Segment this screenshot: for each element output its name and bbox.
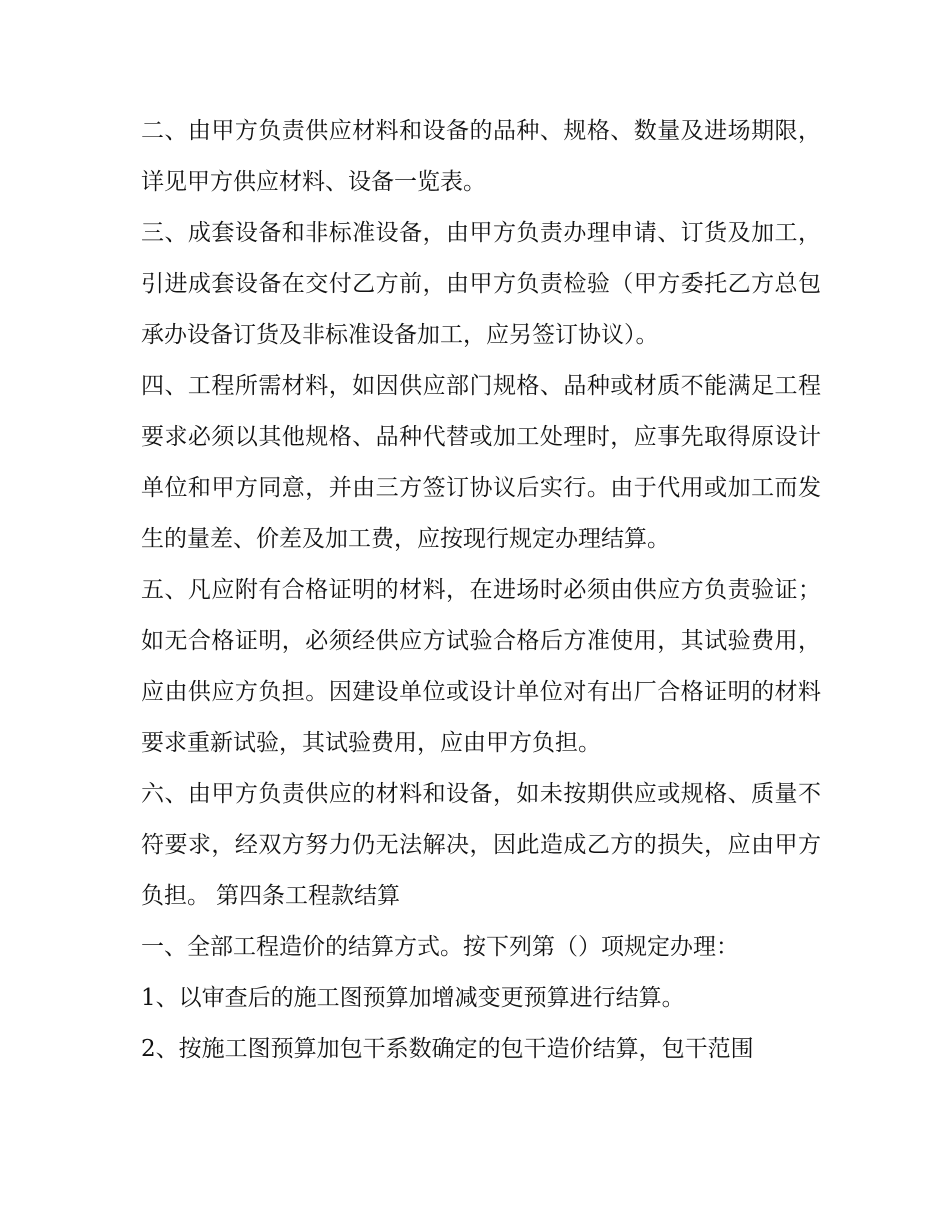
paragraph-text: 五、凡应附有合格证明的材料，在进场时必须由供应方负责验证；如无合格证明，必须经供应方试验合格后方准使用，其试验费用，应由供应方负担。因建设单位或设计单位对有出厂合格证明的材料要求重新试验，其试验费用，应由甲方负担。 (141, 577, 821, 756)
paragraph-text: 四、工程所需材料，如因供应部门规格、品种或材质不能满足工程要求必须以其他规格、品种代替或加工处理时，应事先取得原设计单位和甲方同意，并由三方签订协议后实行。由于代用或加工而发生的量差、价差及加工费，应按现行规定办理结算。 (141, 373, 821, 552)
paragraph-5-certification (141, 565, 821, 769)
paragraph-settlement-method (141, 922, 821, 973)
paragraph-text: 六、由甲方负责供应的材料和设备，如未按期供应或规格、质量不符要求，经双方努力仍无法解决，因此造成乙方的损失，应由甲方负担。 (141, 781, 821, 909)
paragraph-6-supply-delay (141, 769, 821, 922)
section-heading-article-4: 第四条工程款结算 (216, 883, 400, 909)
paragraph-text: 二、由甲方负责供应材料和设备的品种、规格、数量及进场期限，详见甲方供应材料、设备一览表。 (141, 118, 821, 195)
paragraph-2-material-supply (141, 106, 821, 208)
paragraph-3-equipment (141, 208, 821, 361)
paragraph-text: 2、按施工图预算加包干系数确定的包干造价结算，包干范围 (141, 1036, 754, 1062)
paragraph-settlement-option-2 (141, 1024, 821, 1075)
paragraph-text: 三、成套设备和非标准设备，由甲方负责办理申请、订货及加工，引进成套设备在交付乙方前，由甲方负责检验（甲方委托乙方总包承办设备订货及非标准设备加工，应另签订协议）。 (141, 220, 821, 348)
paragraph-text: 1、以审查后的施工图预算加增减变更预算进行结算。 (141, 985, 685, 1011)
paragraph-settlement-option-1 (141, 973, 821, 1024)
paragraph-4-material-substitution (141, 361, 821, 565)
paragraph-text: 一、全部工程造价的结算方式。按下列第（）项规定办理： (141, 934, 739, 960)
document-body (141, 106, 821, 1075)
